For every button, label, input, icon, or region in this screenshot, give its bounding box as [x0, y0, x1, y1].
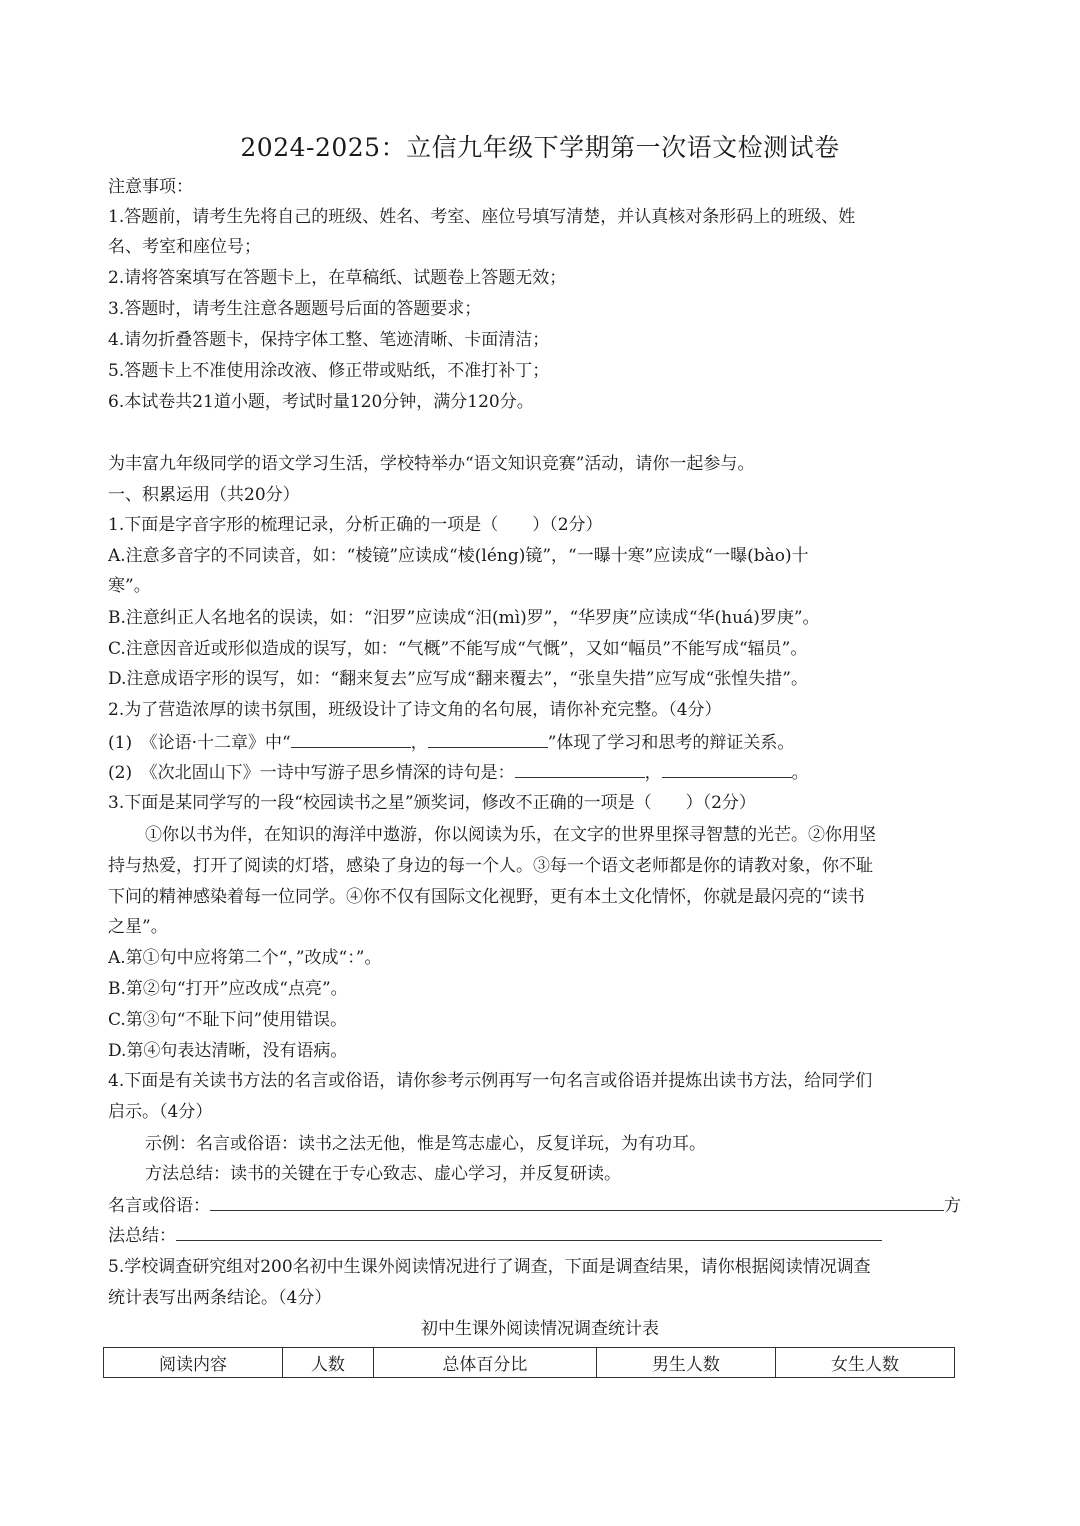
q3-option-b: B.第②句“打开”应改成“点亮”。	[108, 979, 348, 999]
q3-option-d: D.第④句表达清晰，没有语病。	[108, 1041, 348, 1061]
table-header-cell: 阅读内容	[104, 1348, 283, 1378]
q2-p2-after: 。	[791, 763, 809, 783]
q1-option-c: C.注意因音近或形似造成的误写，如：“气概”不能写成“气慨”，又如“幅员”不能写成“辐员”。	[108, 639, 808, 659]
answer-blank[interactable]	[428, 727, 548, 748]
table-header-cell: 总体百分比	[373, 1348, 596, 1378]
q3-passage: ①你以书为伴，在知识的海洋中遨游，你以阅读为乐，在文字的世界里探寻智慧的光芒。②你用坚	[145, 825, 876, 845]
notice-line: 2.请将答案填写在答题卡上，在草稿纸、试题卷上答题无效；	[108, 268, 567, 288]
survey-table	[103, 1347, 955, 1378]
q3-stem: 3.下面是某同学写的一段“校园读书之星”颁奖词，修改不正确的一项是（ ）（2分）	[108, 793, 756, 813]
table-header-cell: 女生人数	[775, 1348, 954, 1378]
q3-option-a: A.第①句中应将第二个“，”改成“：”。	[108, 948, 382, 968]
q2-stem: 2.为了营造浓厚的读书氛围，班级设计了诗文角的名句展，请你补充完整。（4分）	[108, 700, 722, 720]
notice-line: 1.答题前，请考生先将自己的班级、姓名、考室、座位号填写清楚，并认真核对条形码上的班级、姓	[108, 207, 856, 227]
answer-blank[interactable]	[515, 757, 645, 778]
table-title: 初中生课外阅读情况调查统计表	[421, 1319, 659, 1339]
q1-stem: 1.下面是字音字形的梳理记录，分析正确的一项是（ ）（2分）	[108, 515, 603, 535]
notice-line: 5.答题卡上不准使用涂改液、修正带或贴纸，不准打补丁；	[108, 361, 550, 381]
answer-blank[interactable]	[210, 1190, 944, 1211]
q5-stem: 5.学校调查研究组对200名初中生课外阅读情况进行了调查，下面是调查结果，请你根据阅读情况调查	[108, 1257, 871, 1277]
q3-passage: 持与热爱，打开了阅读的灯塔，感染了身边的每一个人。③每一个语文老师都是你的请教对象，你不耻	[108, 856, 873, 876]
q4-example: 示例：名言或俗语：读书之法无他，惟是笃志虚心，反复详玩，为有功耳。	[145, 1134, 706, 1154]
answer-blank[interactable]	[291, 727, 411, 748]
table-header-cell: 男生人数	[596, 1348, 775, 1378]
q3-option-c: C.第③句“不耻下问”使用错误。	[108, 1010, 348, 1030]
exam-title: 2024-2025：立信九年级下学期第一次语文检测试卷	[240, 133, 840, 162]
q4-summary: 方法总结：读书的关键在于专心致志、虚心学习，并反复研读。	[145, 1164, 621, 1184]
q5-stem-cont: 统计表写出两条结论。（4分）	[108, 1288, 332, 1308]
q4-quote-label: 名言或俗语：	[108, 1196, 210, 1216]
q4-method-line	[108, 1220, 974, 1250]
q4-method-label: 法总结：	[108, 1226, 176, 1246]
answer-blank[interactable]	[176, 1220, 882, 1241]
q2-p1-before: (1) 《论语·十二章》中“	[108, 733, 291, 753]
notice-line: 名、考室和座位号；	[108, 237, 261, 257]
table-header-row	[104, 1348, 955, 1378]
q2-p2-mid: ，	[644, 763, 662, 783]
q1-option-d: D.注意成语字形的误写，如：“翻来复去”应写成“翻来覆去”，“张皇失措”应写成“张惶失措”。	[108, 669, 808, 689]
intro-text: 为丰富九年级同学的语文学习生活，学校特举办“语文知识竞赛”活动，请你一起参与。	[108, 454, 755, 474]
answer-blank[interactable]	[662, 757, 792, 778]
q4-stem-cont: 启示。（4分）	[108, 1102, 213, 1122]
q3-passage: 下问的精神感染着每一位同学。④你不仅有国际文化视野，更有本土文化情怀，你就是最闪亮的“读书	[108, 887, 865, 907]
notice-line: 3.答题时，请考生注意各题题号后面的答题要求；	[108, 299, 482, 319]
q2-p1-mid: ，	[410, 733, 428, 753]
q1-option-b: B.注意纠正人名地名的误读，如：“汨罗”应读成“汨(mì)罗”，“华罗庚”应读成“华(huá)罗庚”。	[108, 608, 820, 628]
q2-part-2	[108, 757, 974, 787]
q3-passage: 之星”。	[108, 917, 168, 937]
section-heading: 一、积累运用（共20分）	[108, 485, 300, 505]
q4-stem: 4.下面是有关读书方法的名言或俗语，请你参考示例再写一句名言或俗语并提炼出读书方法，给同学们	[108, 1071, 873, 1091]
q4-wrap-char: 方	[944, 1196, 961, 1216]
table-header-cell: 人数	[283, 1348, 374, 1378]
notice-line: 6.本试卷共21道小题，考试时量120分钟，满分120分。	[108, 392, 534, 412]
q2-p2-before: (2) 《次北固山下》一诗中写游子思乡情深的诗句是：	[108, 763, 515, 783]
q2-part-1	[108, 727, 974, 757]
notice-line: 4.请勿折叠答题卡，保持字体工整、笔迹清晰、卡面清洁；	[108, 330, 550, 350]
q1-option-a: A.注意多音字的不同读音，如：“棱镜”应读成“棱(léng)镜”，“一曝十寒”应读成“一曝(bào)十	[108, 546, 809, 566]
notice-heading: 注意事项：	[108, 177, 193, 197]
q1-option-a-cont: 寒”。	[108, 576, 151, 596]
q4-quote-line	[108, 1190, 974, 1220]
q2-p1-after: ”体现了学习和思考的辩证关系。	[547, 733, 795, 753]
